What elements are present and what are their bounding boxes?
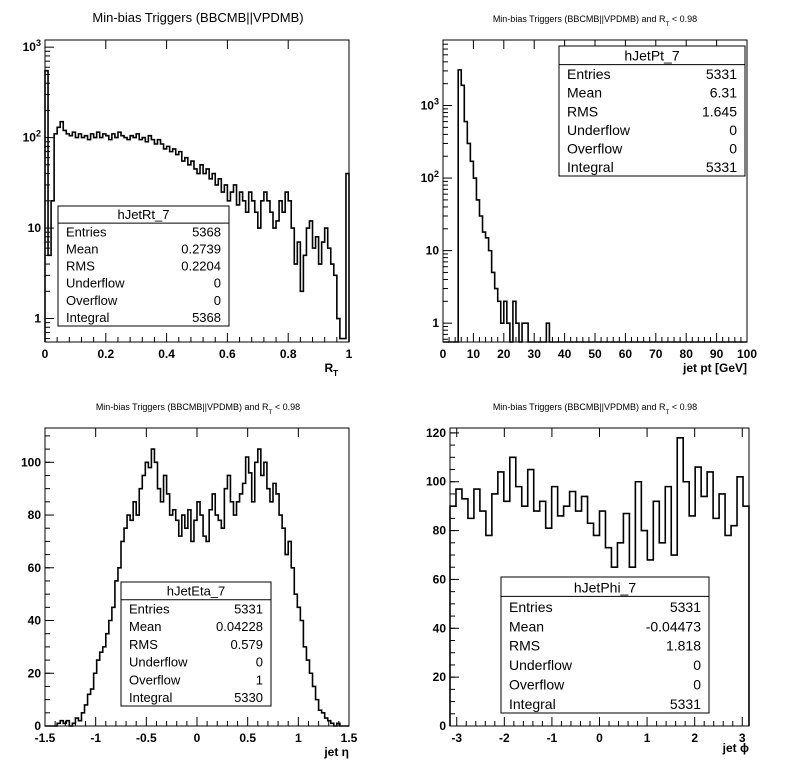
stats-label: Entries	[567, 66, 611, 83]
stats-value: 0	[213, 292, 221, 308]
panel-rt	[23, 10, 353, 378]
stats-value: 5331	[705, 66, 737, 83]
y-tick-label: 60	[27, 560, 41, 575]
stats-label: Integral	[509, 696, 556, 712]
y-tick-label: 0	[439, 719, 446, 733]
x-tick-label: 0.4	[158, 347, 175, 361]
stats-value: 5331	[705, 159, 737, 175]
stats-value: 1.818	[665, 637, 701, 654]
x-axis-label: $R_T$	[324, 361, 338, 378]
x-tick-label: 1	[345, 347, 353, 361]
y-tick-label: 10	[425, 243, 439, 258]
stats-value: 1.645	[701, 103, 737, 120]
stats-value: 0	[255, 654, 263, 670]
chart-title: Min-bias Triggers (BBCMB||VPDMB)	[92, 10, 304, 25]
stats-value: 0.2739	[181, 241, 221, 257]
x-tick-label: 1	[643, 731, 651, 745]
stats-label: Entries	[509, 598, 553, 615]
x-tick-label: 0	[596, 731, 603, 745]
y-tick-label: 60	[432, 572, 446, 587]
x-tick-label: 10	[466, 347, 481, 361]
x-tick-label: -1	[90, 731, 102, 745]
stats-value: 5331	[234, 601, 263, 617]
stats-title: hJetEta_7	[166, 583, 226, 599]
y-tick-label: $10^2$	[22, 128, 41, 145]
x-tick-label: -3	[451, 731, 463, 745]
stats-label: RMS	[567, 103, 599, 120]
chart-title: Min-bias Triggers (BBCMB||VPDMB) and $R_T < 0.98$	[492, 402, 698, 416]
stats-value: 5331	[669, 696, 701, 712]
stats-label: RMS	[509, 637, 541, 654]
y-tick-label: 20	[27, 666, 41, 681]
x-axis-label: jet pt [GeV]	[682, 361, 747, 375]
x-tick-label: 20	[497, 347, 511, 361]
x-tick-label: 0.5	[239, 731, 257, 745]
stats-box	[559, 46, 745, 176]
panel-phi	[426, 402, 749, 755]
x-tick-label: 0	[193, 731, 201, 745]
x-tick-label: 0.2	[97, 347, 115, 361]
y-tick-label: 0	[34, 719, 41, 733]
y-tick-label: 100	[20, 455, 41, 470]
stats-value: 5368	[192, 310, 221, 325]
chart-title: Min-bias Triggers (BBCMB||VPDMB) and $R_T < 0.98$	[95, 402, 301, 416]
stats-label: Underflow	[509, 657, 573, 674]
stats-label: Integral	[129, 690, 173, 705]
y-tick-label: 20	[432, 670, 446, 685]
stats-box	[501, 577, 709, 713]
x-tick-label: 100	[736, 347, 758, 361]
x-tick-label: 0.6	[219, 347, 236, 361]
x-tick-label: -0.5	[135, 731, 157, 745]
stats-value: 1	[255, 672, 263, 688]
stats-label: Mean	[66, 241, 99, 257]
stats-value: 0	[693, 676, 701, 693]
stats-value: 5331	[669, 598, 701, 615]
stats-value: 0.2204	[181, 258, 221, 274]
y-tick-label: 100	[425, 474, 446, 489]
x-axis-label: jet η	[324, 745, 349, 759]
stats-title: hJetRt_7	[117, 207, 170, 223]
stats-value: 0	[729, 121, 737, 138]
panel-eta	[21, 402, 358, 759]
stats-label: RMS	[129, 636, 158, 652]
y-tick-label: 80	[432, 523, 446, 538]
stats-label: Entries	[66, 224, 107, 240]
stats-label: RMS	[66, 258, 95, 274]
stats-title: hJetPt_7	[624, 47, 680, 64]
stats-label: Overflow	[509, 676, 565, 693]
stats-box	[121, 582, 271, 706]
stats-title: hJetPhi_7	[573, 579, 637, 596]
stats-box	[58, 206, 229, 326]
stats-label: Overflow	[567, 140, 623, 157]
x-tick-label: 80	[679, 347, 693, 361]
stats-label: Mean	[129, 619, 162, 635]
x-tick-label: 70	[649, 347, 663, 361]
x-tick-label: -2	[498, 731, 510, 745]
panel-pt	[421, 14, 758, 375]
x-axis-label: jet ϕ	[722, 741, 749, 755]
stats-label: Underflow	[129, 654, 188, 670]
x-tick-label: 3	[738, 731, 746, 745]
stats-label: Overflow	[66, 292, 118, 308]
y-tick-label: 40	[27, 613, 41, 628]
x-tick-label: 1	[294, 731, 302, 745]
x-tick-label: 2	[691, 731, 699, 745]
y-tick-label: $10^3$	[22, 38, 41, 55]
y-tick-label: 120	[425, 425, 446, 440]
stats-label: Underflow	[66, 275, 125, 291]
y-tick-label: $10^2$	[420, 169, 439, 186]
chart-title: Min-bias Triggers (BBCMB||VPDMB) and $R_T < 0.98$	[492, 14, 698, 28]
x-tick-label: 0	[41, 347, 49, 361]
stats-label: Integral	[567, 159, 614, 175]
x-tick-label: -1.5	[34, 731, 56, 745]
x-tick-label: 50	[588, 347, 602, 361]
x-tick-label: 0	[439, 347, 447, 361]
x-tick-label: 0.8	[279, 347, 297, 361]
stats-label: Mean	[567, 84, 603, 101]
x-tick-label: 90	[709, 347, 724, 361]
y-tick-label: 1	[34, 311, 41, 326]
y-tick-label: 1	[432, 316, 439, 331]
stats-label: Integral	[66, 310, 110, 325]
x-tick-label: -1	[546, 731, 558, 745]
stats-value: 0.04228	[216, 619, 263, 635]
stats-label: Overflow	[129, 672, 181, 688]
x-tick-label: 30	[527, 347, 541, 361]
y-tick-label: $10^3$	[420, 96, 439, 113]
stats-label: Underflow	[567, 121, 631, 138]
stats-label: Entries	[129, 601, 170, 617]
stats-value: 0	[729, 140, 737, 157]
y-tick-label: 40	[432, 621, 446, 636]
stats-value: 6.31	[709, 84, 737, 101]
stats-value: 5368	[192, 224, 221, 240]
stats-value: 5330	[234, 690, 263, 705]
x-tick-label: 60	[618, 347, 633, 361]
y-tick-label: 10	[27, 221, 41, 236]
y-tick-label: 80	[27, 508, 41, 523]
stats-label: Mean	[509, 618, 545, 635]
stats-value: -0.04473	[645, 618, 701, 635]
stats-value: 0	[213, 275, 221, 291]
x-tick-label: 1.5	[340, 731, 358, 745]
stats-value: 0.579	[230, 636, 263, 652]
x-tick-label: 40	[557, 347, 572, 361]
stats-value: 0	[693, 657, 701, 674]
